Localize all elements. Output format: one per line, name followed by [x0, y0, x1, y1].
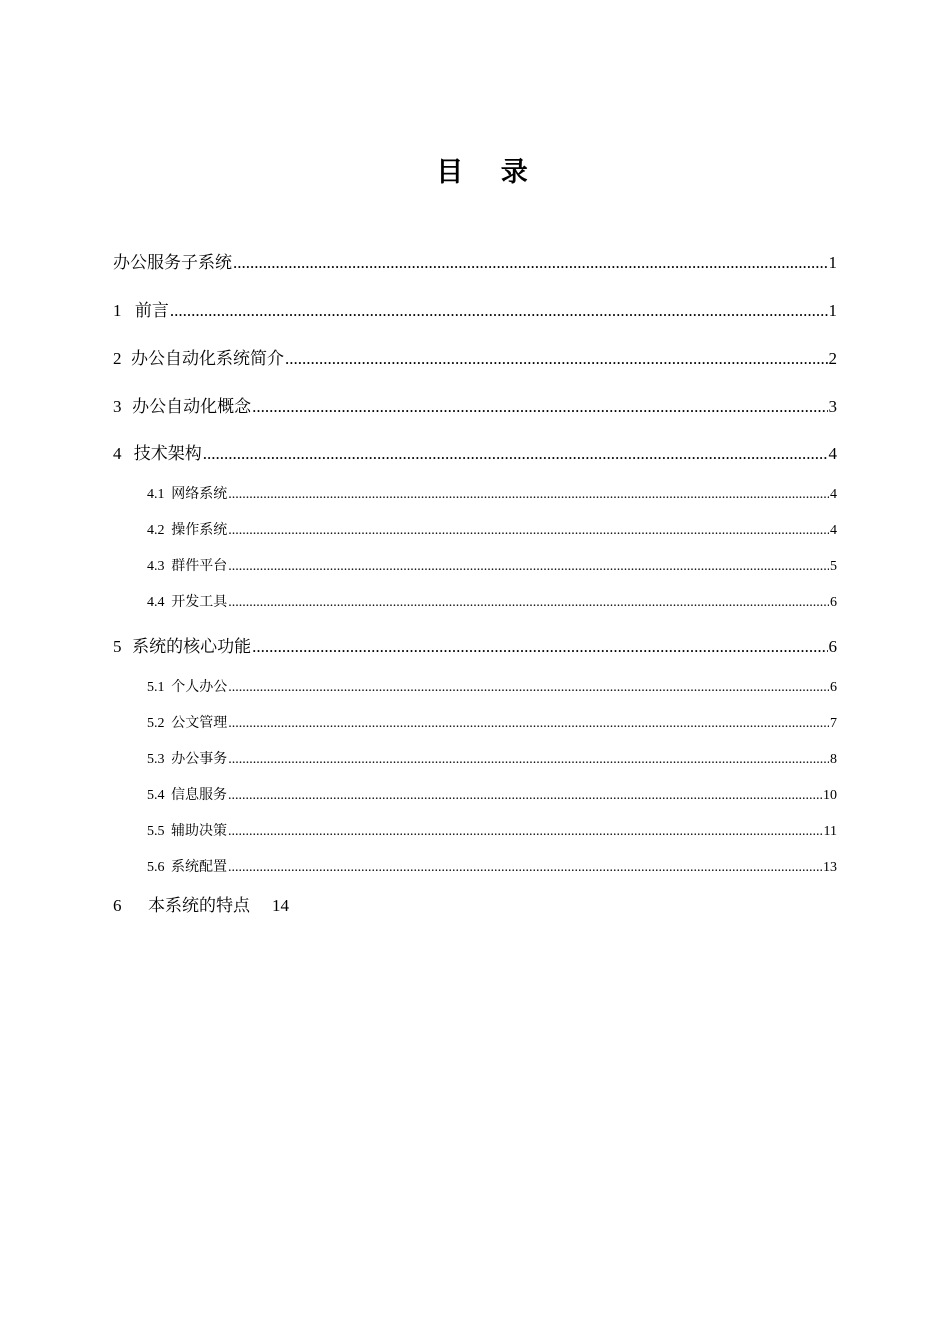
toc-subentry[interactable] — [147, 676, 837, 696]
toc-subentry[interactable] — [147, 591, 837, 611]
toc-entry-label: 办公事务 — [171, 751, 228, 767]
toc-entry-label: 办公自动化概念 — [132, 397, 252, 417]
toc-leader-dots — [252, 397, 827, 417]
toc-entry-number: 2 — [113, 349, 122, 368]
toc-entry-label: 开发工具 — [171, 594, 228, 610]
toc-entry-page: 8 — [830, 752, 837, 767]
toc-entry-page: 6 — [830, 680, 837, 695]
toc-entry-page: 1 — [828, 253, 837, 272]
toc-entry-label: 技术架构 — [133, 444, 202, 464]
toc-entry-number: 4.4 — [147, 595, 165, 610]
toc-leader-dots — [228, 752, 829, 768]
toc-entry-page: 1 — [828, 301, 837, 320]
toc-entry-number: 4.1 — [147, 487, 165, 502]
toc-leader-dots — [228, 595, 829, 611]
toc-entry-label: 系统的核心功能 — [132, 637, 252, 657]
toc-entry-label: 办公服务子系统 — [113, 253, 232, 273]
toc-entry-page: 14 — [272, 896, 289, 915]
toc-entry-number: 6 — [113, 896, 122, 915]
toc-entry-label: 个人办公 — [171, 679, 228, 695]
toc-entry-page: 6 — [830, 595, 837, 610]
toc-leader-dots — [228, 487, 829, 503]
toc-subentry[interactable] — [147, 856, 837, 876]
toc-entry-label: 操作系统 — [171, 522, 228, 538]
toc-entry-page: 4 — [828, 444, 837, 463]
toc-subentry[interactable] — [147, 748, 837, 768]
toc-leader-dots — [203, 444, 828, 464]
toc-entry[interactable] — [113, 891, 289, 916]
toc-entry-page: 4 — [830, 487, 837, 502]
toc-subentry[interactable] — [147, 820, 837, 840]
toc-entry[interactable] — [113, 248, 837, 273]
toc-leader-dots — [228, 680, 829, 696]
toc-entry[interactable] — [113, 439, 837, 464]
toc-leader-dots — [228, 523, 829, 539]
toc-entry[interactable] — [113, 344, 837, 369]
toc-leader-dots — [228, 860, 822, 876]
toc-entry-label: 网络系统 — [171, 486, 228, 502]
toc-entry-page: 13 — [823, 860, 837, 875]
toc-entry-number: 5.5 — [147, 824, 165, 839]
toc-entry-number: 5 — [113, 637, 122, 656]
toc-entry-number: 3 — [113, 397, 122, 416]
toc-entry-number: 5.6 — [147, 860, 165, 875]
toc-entry-page: 5 — [830, 559, 837, 574]
toc-entry-number: 5.2 — [147, 716, 165, 731]
toc-leader-dots — [233, 253, 828, 273]
toc-entry-number: 5.1 — [147, 680, 165, 695]
toc-leader-dots — [285, 349, 827, 369]
toc-entry-page: 7 — [830, 716, 837, 731]
toc-entry[interactable] — [113, 296, 837, 321]
toc-leader-dots — [228, 824, 823, 840]
toc-subentry[interactable] — [147, 784, 837, 804]
toc-leader-dots — [228, 788, 822, 804]
toc-entry-number: 5.4 — [147, 788, 165, 803]
toc-entry-label: 系统配置 — [170, 859, 227, 875]
toc-entry-page: 10 — [823, 788, 837, 803]
toc-entry-label: 群件平台 — [171, 558, 228, 574]
toc-subentry[interactable] — [147, 483, 837, 503]
toc-entry[interactable] — [113, 632, 837, 657]
page-title: 目 录 — [436, 157, 542, 188]
toc-entry-page: 3 — [828, 397, 837, 416]
toc-entry-number: 1 — [113, 301, 122, 320]
toc-entry-page: 2 — [828, 349, 837, 368]
toc-entry-number: 4.3 — [147, 559, 165, 574]
toc-entry-page: 4 — [830, 523, 837, 538]
toc-subentry[interactable] — [147, 712, 837, 732]
toc-leader-dots — [228, 559, 829, 575]
toc-leader-dots — [252, 637, 827, 657]
toc-entry-label: 信息服务 — [170, 787, 227, 803]
toc-entry-label: 辅助决策 — [170, 823, 227, 839]
toc-entry[interactable] — [113, 392, 837, 417]
toc-entry-label: 办公自动化系统简介 — [131, 349, 285, 369]
toc-entry-label: 公文管理 — [171, 715, 228, 731]
toc-subentry[interactable] — [147, 555, 837, 575]
toc-entry-number: 4 — [113, 444, 122, 463]
toc-entry-page: 11 — [823, 824, 837, 839]
toc-entry-page: 6 — [828, 637, 837, 656]
toc-entry-label: 前言 — [134, 301, 169, 321]
toc-entry-label: 本系统的特点 — [148, 896, 250, 916]
toc-subentry[interactable] — [147, 519, 837, 539]
toc-entry-number: 4.2 — [147, 523, 165, 538]
toc-entry-number: 5.3 — [147, 752, 165, 767]
toc-leader-dots — [170, 301, 828, 321]
toc-leader-dots — [228, 716, 829, 732]
